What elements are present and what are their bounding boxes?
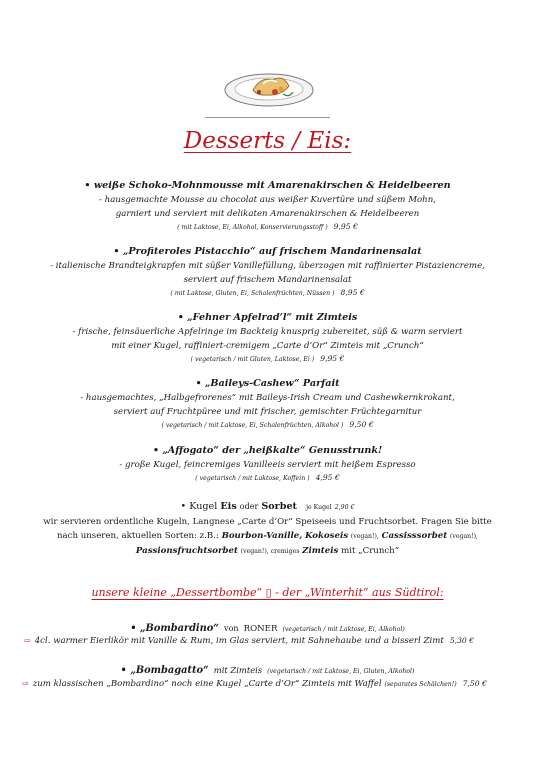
bombagatto-note: (vegetarisch / mit Laktose, Ei, Gluten, Alkohol) (267, 668, 415, 675)
dessert-note: ( mit Laktose, Ei, Alkohol, Konservierungsstoff ) (177, 224, 328, 231)
eis-kugel: Kugel (189, 501, 218, 512)
eis-sort: Zimteis (302, 546, 339, 556)
bombardino-price: 5,30 € (449, 636, 474, 645)
bombardino-desc-line (24, 634, 524, 648)
eis-sorts-line (0, 529, 535, 544)
dessert-price: 4,95 € (315, 473, 340, 482)
eis-sort: Bourbon-Vanille, (221, 531, 303, 541)
eis-sort-note: (vegan!), (449, 533, 478, 540)
dessert-desc: serviert auf Fruchtpüree und mit frischer, gemischter Früchtegarnitur (113, 407, 422, 417)
eis-sort-note: (vegan!), cremiges (240, 548, 300, 555)
eis-sorts-line (0, 544, 535, 559)
bombagatto-desc-note: (separates Schälchen!) (384, 681, 457, 688)
dessert-item (0, 244, 535, 299)
arrow-right-icon: ⇨ (24, 636, 31, 645)
dessert-item (0, 178, 535, 233)
dessert-note: ( vegetarisch / mit Laktose, Ei, Schalenfrüchten, Alkohol ) (161, 422, 344, 429)
dessert-plate-logo (223, 62, 315, 112)
dessert-desc: - italienische Brandteigkrapfen mit süßer Vanillefüllung, überzogen mit raffinierter Pistaziencreme, (50, 261, 485, 271)
dessert-note: ( vegetarisch / mit Gluten, Laktose, Ei ) (190, 356, 315, 363)
eis-sort-note: (vegan!), (350, 533, 379, 540)
bombardino-name: • „Bombardino“ (130, 623, 219, 634)
dessert-desc: - große Kugel, feincremiges Vanilleeis serviert mit heißem Espresso (119, 460, 416, 470)
bombardino-brand: RONER (243, 624, 278, 634)
dessert-note-line (0, 419, 535, 431)
bombardino-von: von (224, 624, 239, 633)
eis-sorbet-item (0, 499, 535, 559)
eis-sort: Kokoseis (304, 531, 349, 541)
eis-word: Eis (220, 501, 237, 512)
dessert-note-line (0, 221, 535, 233)
eis-oder: oder (239, 502, 259, 511)
page-title: Desserts / Eis: (183, 128, 352, 154)
eis-sort-tail: mit „Crunch“ (341, 546, 400, 556)
dessert-note-line (0, 287, 535, 299)
bombardino-note: (vegetarisch / mit Laktose, Ei, Alkohol) (282, 626, 405, 633)
dessert-note-line (0, 353, 535, 365)
dessert-item (0, 310, 535, 365)
dessert-price: 9,95 € (333, 222, 358, 231)
bombardino-desc: 4cl. warmer Eierlikör mit Vanille & Rum, im Glas serviert, mit Sahnehaube und a bisserl Zimt (34, 636, 444, 646)
arrow-right-icon: ⇨ (22, 679, 29, 688)
dessert-desc: - frische, feinsäuerliche Apfelringe im Backteig knusprig zubereitet, süß & warm serviert (72, 327, 463, 337)
dessert-name: • „Profiteroles Pistacchio“ auf frischem Mandarinensalat (113, 246, 422, 257)
dessert-price: 9,95 € (320, 354, 345, 363)
bombagatto-desc-line (22, 677, 522, 692)
dessert-item (0, 443, 535, 484)
eis-price: 2,90 € (334, 504, 355, 511)
dessert-note-line (0, 472, 535, 484)
bombagatto-desc: zum klassischen „Bombardino“ noch eine Kugel „Carte d’Or“ Zimteis mit Waffel (32, 679, 382, 689)
eis-sorbet: Sorbet (261, 501, 297, 512)
bombagatto-mit: mit Zimteis (213, 665, 263, 675)
eis-sort: Passionsfruchtsorbet (135, 546, 238, 556)
bombagatto-price: 7,50 € (462, 679, 487, 688)
dessert-name: • „Baileys-Cashew“ Parfait (195, 378, 340, 389)
dessert-desc: mit einer Kugel, raffiniert-cremigem „Carte d’Or“ Zimteis mit „Crunch“ (111, 341, 424, 351)
dessert-desc: - hausgemachte Mousse au chocolat aus weißer Kuvertüre und süßem Mohn, (99, 195, 436, 205)
dessert-note: ( vegetarisch / mit Laktose, Koffein ) (195, 475, 310, 482)
bombagatto-name: • „Bombagatto“ (120, 665, 209, 676)
dessert-name: • „Fehner Apfelrad’l“ mit Zimteis (177, 312, 358, 323)
bullet: • (180, 501, 187, 512)
dessert-note: ( mit Laktose, Gluten, Ei, Schalenfrüchten, Nüssen ) (170, 290, 335, 297)
dessert-name: • weiße Schoko-Mohnmousse mit Amarenakirschen & Heidelbeeren (84, 180, 451, 191)
dessert-price: 9,50 € (349, 420, 374, 429)
dessert-desc: - hausgemachtes, „Halbgefrorenes“ mit Baileys-Irish Cream und Cashewkernkrokant, (80, 393, 455, 403)
eis-sorts-prefix: nach unseren, aktuellen Sorten: z.B.: (57, 531, 219, 541)
section-heading: unsere kleine „Dessertbombe“ ▯ - der „Winterhit“ aus Südtirol: (91, 586, 444, 599)
divider (205, 117, 330, 118)
dessert-name: • „Affogato“ der „heißkalte“ Genusstrunk! (152, 445, 383, 456)
dessert-desc: serviert auf frischem Mandarinensalat (183, 275, 352, 285)
eis-sort: Cassisssorbet (381, 531, 448, 541)
dessert-item (0, 376, 535, 431)
eis-desc: wir servieren ordentliche Kugeln, Langnese „Carte d’Or“ Speiseeis und Fruchtsorbet. Fragen Sie bitte (43, 517, 492, 527)
eis-je-kugel: je Kugel (306, 504, 332, 511)
eis-heading (0, 499, 535, 515)
dessert-desc: garniert und serviert mit delikaten Amarenakirschen & Heidelbeeren (115, 209, 420, 219)
dessert-price: 8,95 € (340, 288, 365, 297)
